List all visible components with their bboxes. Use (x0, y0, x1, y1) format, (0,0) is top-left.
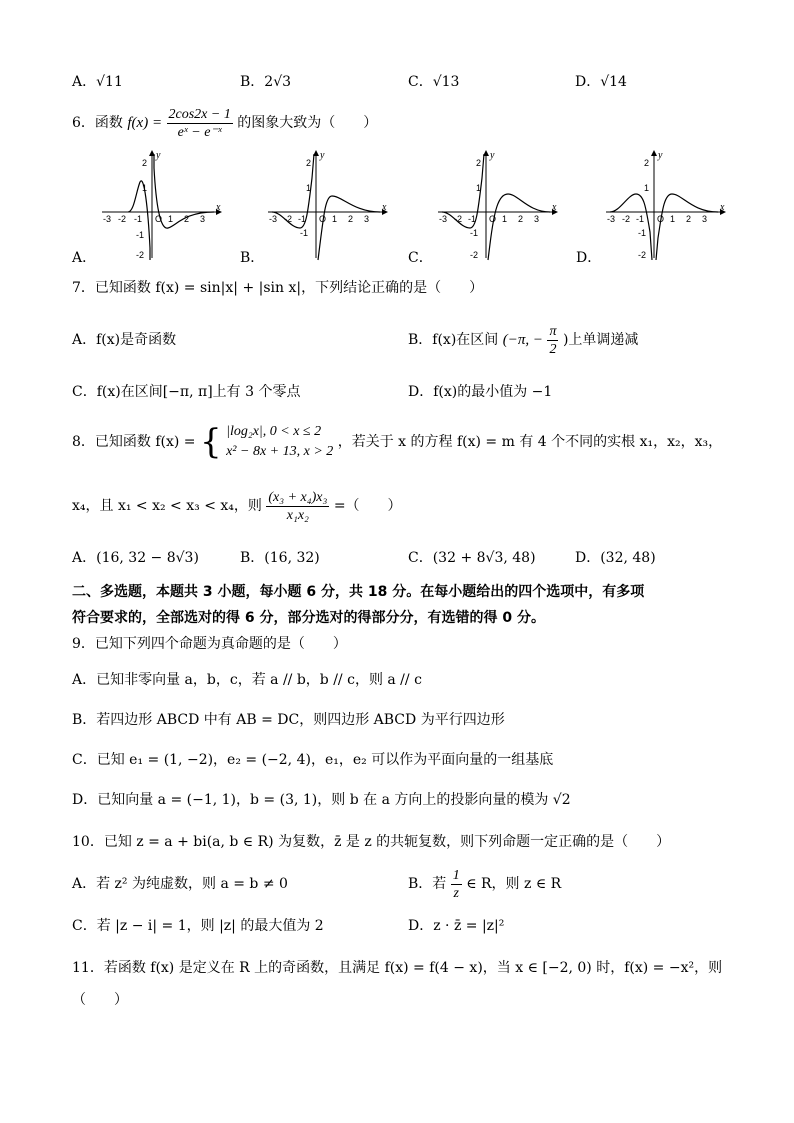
xtick: -2 (118, 214, 127, 224)
xtick: O (319, 214, 327, 224)
q6-label-c: C． (408, 250, 433, 266)
ytick: -2 (136, 250, 145, 260)
q8-line2-suffix: =（ ） (333, 498, 402, 514)
q6-label-d: D． (576, 250, 602, 266)
q7-b-post: )上单调递减 (562, 332, 639, 348)
q6-suffix: 的图象大致为（ ） (237, 115, 378, 131)
q10-b-pre: B．若 (408, 876, 447, 892)
ytick: 2 (306, 158, 312, 168)
xtick: 2 (686, 214, 692, 224)
q10-b-den: z (453, 885, 459, 901)
xtick: -3 (607, 214, 616, 224)
q9-option-b: B．若四边形 ABCD 中有 AB = DC，则四边形 ABCD 为平行四边形 (72, 712, 505, 728)
q6-prefix: 6．函数 (72, 115, 123, 131)
ytick: 1 (476, 183, 482, 193)
xtick: -2 (454, 214, 463, 224)
brace-icon: { (200, 422, 222, 462)
ytick: -1 (136, 230, 145, 240)
q8-stem (72, 420, 722, 464)
q6-graph-b-svg (264, 148, 394, 263)
ytick: 2 (142, 158, 148, 168)
q10-option-d: D．z · z̄ = |z|² (408, 918, 505, 934)
ytick: 1 (644, 183, 650, 193)
y-axis-label: y (320, 150, 325, 161)
x-axis-label: x (552, 202, 557, 213)
xtick: -1 (134, 214, 143, 224)
q10-option-b (408, 862, 561, 906)
q6-label-a: A． (72, 250, 97, 266)
q6-graph-a-svg (98, 148, 228, 263)
ytick: -1 (470, 228, 479, 238)
section2-heading-line2: 符合要求的，全部选对的得 6 分，部分选对的得部分分，有选错的得 0 分。 (72, 610, 545, 626)
ytick: 1 (142, 183, 148, 193)
q10-option-a: A．若 z² 为纯虚数，则 a = b ≠ 0 (72, 876, 288, 892)
xtick: 2 (348, 214, 354, 224)
xtick: 3 (534, 214, 540, 224)
q6-func-lhs: f(x) = (127, 115, 163, 131)
q8-suffix: ，若关于 x 的方程 f(x) = m 有 4 个不同的实根 x₁，x₂，x₃， (337, 434, 723, 450)
q11-line1: 11．若函数 f(x) 是定义在 R 上的奇函数，且满足 f(x) = f(4 − x)，当 x ∈ [−2, 0) 时，f(x) = −x²，则 (72, 960, 723, 976)
q10-b-post: ∈ R，则 z ∈ R (466, 876, 562, 892)
q7-b-den: 2 (549, 341, 557, 357)
y-axis-label: y (490, 150, 495, 161)
q6-denominator: eˣ − e⁻ˣ (177, 124, 222, 140)
xtick: O (155, 214, 163, 224)
ytick: 2 (644, 158, 650, 168)
xtick: 1 (670, 214, 676, 224)
y-axis-label: y (658, 150, 663, 161)
q8-fraction (266, 489, 329, 524)
xtick: 2 (184, 214, 190, 224)
q7-stem: 7．已知函数 f(x) = sin|x| + |sin x|，下列结论正确的是（ ） (72, 280, 484, 296)
xtick: O (489, 214, 497, 224)
q9-stem: 9．已知下列四个命题为真命题的是（ ） (72, 636, 347, 652)
q7-option-a: A．f(x)是奇函数 (72, 332, 177, 348)
xtick: -1 (636, 214, 645, 224)
q8-cases (226, 422, 333, 462)
q7-option-c: C．f(x)在区间[−π, π]上有 3 个零点 (72, 384, 301, 400)
xtick: 3 (364, 214, 370, 224)
q8-case1: |log₂x|, 0 < x ≤ 2 (226, 424, 322, 439)
ytick: 2 (476, 158, 482, 168)
q10-stem: 10．已知 z = a + bi(a, b ∈ R) 为复数，z̄ 是 z 的共轭复数，则下列命题一定正确的是（ ） (72, 834, 671, 850)
xtick: -3 (103, 214, 112, 224)
q11-line2: （ ） (72, 992, 128, 1008)
xtick: 3 (200, 214, 206, 224)
q8-frac-den: x₁x₂ (286, 507, 309, 523)
q8-prefix: 8．已知函数 f(x) = (72, 434, 196, 450)
xtick: -3 (269, 214, 278, 224)
xtick: -2 (284, 214, 293, 224)
q10-b-fraction (451, 867, 462, 902)
q8-case2: x² − 8x + 13, x > 2 (226, 444, 334, 459)
xtick: -3 (439, 214, 448, 224)
q10-b-num: 1 (452, 867, 460, 883)
ytick: -1 (300, 228, 309, 238)
q8-option-c: C．(32 + 8√3, 48) (408, 550, 536, 566)
xtick: 1 (332, 214, 338, 224)
q6-fraction (167, 106, 233, 141)
q8-option-b: B．(16, 32) (240, 550, 320, 566)
q8-line2 (72, 486, 402, 526)
xtick: 1 (168, 214, 174, 224)
ytick: -2 (638, 250, 647, 260)
q7-option-d: D．f(x)的最小值为 −1 (408, 384, 553, 400)
q5-option-d: D．√14 (575, 74, 627, 90)
xtick: -1 (298, 214, 307, 224)
q8-option-d: D．(32, 48) (575, 550, 656, 566)
q6-graph-d (602, 148, 732, 267)
q7-b-interval: (−π, − (502, 332, 544, 348)
x-axis-label: x (720, 202, 725, 213)
ytick: -2 (470, 250, 479, 260)
q5-option-b: B．2√3 (240, 74, 292, 90)
q6-stem (72, 104, 377, 142)
q7-b-fraction (547, 323, 558, 358)
q6-label-b: B． (240, 250, 265, 266)
q6-graph-d-svg (602, 148, 732, 263)
xtick: 1 (502, 214, 508, 224)
ytick: -1 (638, 228, 647, 238)
q10-option-c: C．若 |z − i| = 1，则 |z| 的最大值为 2 (72, 918, 324, 934)
x-axis-label: x (382, 202, 387, 213)
q8-line2-prefix: x₄，且 x₁ < x₂ < x₃ < x₄，则 (72, 498, 262, 514)
q5-option-a: A．√11 (72, 74, 123, 90)
section2-heading-line1: 二、多选题，本题共 3 小题，每小题 6 分，共 18 分。在每小题给出的四个选项中，有多项 (72, 584, 645, 600)
q8-frac-num: (x₃ + x₄)x₃ (268, 489, 328, 505)
ytick: 1 (306, 183, 312, 193)
q6-graph-c (434, 148, 564, 267)
xtick: 3 (702, 214, 708, 224)
q8-option-a: A．(16, 32 − 8√3) (72, 550, 199, 566)
q6-graph-a (98, 148, 228, 267)
q6-graph-c-svg (434, 148, 564, 263)
q9-option-a: A．已知非零向量 a，b，c，若 a // b，b // c，则 a // c (72, 672, 422, 688)
y-axis-label: y (156, 150, 161, 161)
xtick: -2 (622, 214, 631, 224)
xtick: O (657, 214, 665, 224)
q9-option-d: D．已知向量 a = (−1, 1)，b = (3, 1)，则 b 在 a 方向上的投影向量的模为 √2 (72, 792, 571, 808)
x-axis-label: x (216, 202, 221, 213)
q5-option-c: C．√13 (408, 74, 460, 90)
q9-option-c: C．已知 e₁ = (1, −2)，e₂ = (−2, 4)，e₁，e₂ 可以作为平面向量的一组基底 (72, 752, 554, 768)
xtick: 2 (518, 214, 524, 224)
xtick: -1 (468, 214, 477, 224)
q7-option-b (408, 318, 638, 362)
q7-b-pre: B．f(x)在区间 (408, 332, 499, 348)
q7-b-num: π (549, 323, 557, 339)
q6-numerator: 2cos2x − 1 (168, 106, 231, 122)
q6-graph-b (264, 148, 394, 267)
